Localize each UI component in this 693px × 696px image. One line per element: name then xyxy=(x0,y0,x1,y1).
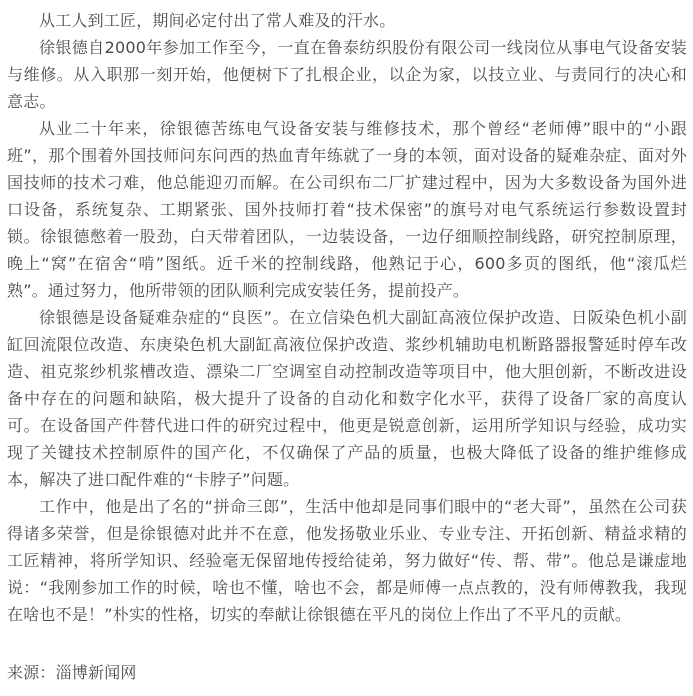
article-source: 来源：淄博新闻网 xyxy=(7,663,137,682)
article-paragraph-career-start: 徐银德自2000年参加工作至今，一直在鲁泰纺织股份有限公司一线岗位从事电气设备安装与维修。从入职那一刻开始，他便树下了扎根企业，以企为家，以技立业、与责同行的决心和意志。 xyxy=(7,38,687,111)
article-paragraph-character: 工作中，他是出了名的“拼命三郎”，生活中他却是同事们眼中的“老大哥”，虽然在公司获得诸多荣誉，但是徐银德对此并不在意，他发扬敬业乐业、专业专注、开拓创新、精益求精的工匠精神，将所学知识、经验毫无保留地传授给徒弟，努力做好“传、帮、带”。他总是谦虚地说：“我刚参加工作的时候，啥也不懂，啥也不会，都是师傅一点点教的，没有师傅教我，我现在啥也不是！”朴实的性格，切实的奉献让徐银德在平凡的岗位上作出了不平凡的贡献。 xyxy=(7,497,687,624)
article-paragraph-skills: 从业二十年来，徐银德苦练电气设备安装与维修技术，那个曾经“老师傅”眼中的“小跟班”，那个围着外国技师问东问西的热血青年练就了一身的本领，面对设备的疑难杂症、面对外国技师的技术刁难，他总能迎刃而解。在公司织布二厂扩建过程中，因为大多数设备为国外进口设备，系统复杂、工期紧张、国外技师打着“技术保密”的旗号对电气系统运行参数设置封锁。徐银德憋着一股劲，白天带着团队，一边装设备，一边仔细顺控制线路，研究控制原理，晚上“窝”在宿舍“啃”图纸。近千米的控制线路，他熟记于心，600多页的图纸，他“滚瓜烂熟”。通过努力，他所带领的团队顺利完成安装任务，提前投产。 xyxy=(7,119,687,300)
article-paragraph-innovation: 徐银德是设备疑难杂症的“良医”。在立信染色机大副缸高液位保护改造、日阪染色机小副缸回流限位改造、东庚染色机大副缸高液位保护改造、浆纱机辅助电机断路器报警延时停车改造、祖克浆纱机浆槽改造、漂染二厂空调室自动控制改造等项目中，他大胆创新，不断改进设备中存在的问题和缺陷，极大提升了设备的自动化和数字化水平，获得了设备厂家的高度认可。在设备国产件替代进口件的研究过程中，他更是锐意创新，运用所学知识与经验，成功实现了关键技术控制原件的国产化，不仅确保了产品的质量，也极大降低了设备的维护维修成本，解决了进口配件难的“卡脖子”问题。 xyxy=(7,308,687,489)
article-paragraph-intro: 从工人到工匠，期间必定付出了常人难及的汗水。 xyxy=(39,11,396,30)
